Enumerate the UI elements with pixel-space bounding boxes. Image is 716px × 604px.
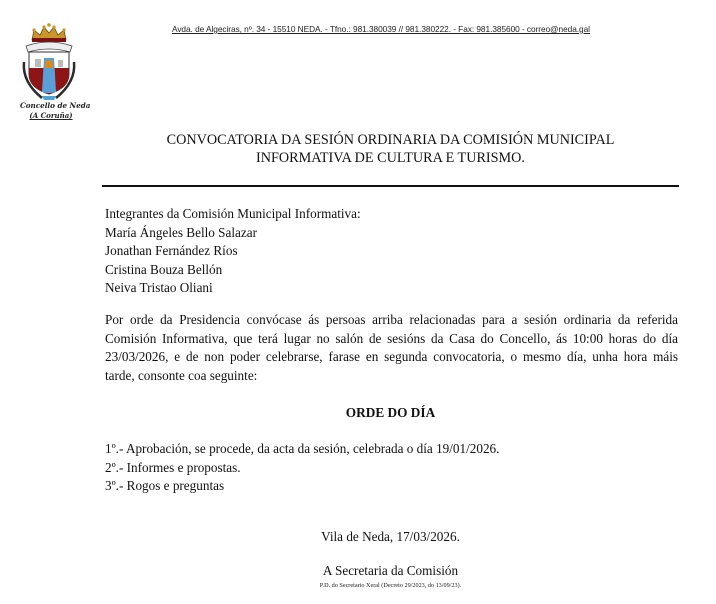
member-name: Jonathan Fernández Ríos: [105, 243, 238, 258]
paragraph-line: 23/03/2026, e de non poder celebrarse, farase en segunda convocatoria, o mesmo día, unha hora máis: [105, 349, 678, 365]
logo-province: (A Coruña): [29, 111, 73, 120]
title-divider: [102, 185, 679, 187]
paragraph-line: Por orde da Presidencia convócase ás persoas arriba relacionadas para a sesión ordinaria da referida: [105, 312, 678, 327]
agenda-list: [105, 440, 499, 496]
member-name: María Ángeles Bello Salazar: [105, 224, 257, 240]
place-date: Vila de Neda, 17/03/2026.: [321, 529, 460, 544]
signer-title: A Secretaria da Comisión: [322, 563, 459, 578]
title-line-1: CONVOCATORIA DA SESIÓN ORDINARIA DA COMISIÓN MUNICIPAL: [166, 132, 615, 148]
members-list: [105, 205, 361, 298]
member-name: Neiva Tristao Oliani: [105, 280, 213, 295]
convocation-paragraph: [105, 311, 678, 385]
logo-name: Concello de Neda: [20, 101, 91, 110]
agenda-item: 2º.- Informes e propostas.: [105, 459, 241, 475]
contact-address: Avda. de Algeciras, nº. 34 - 15510 NEDA. - Tfno.: 981.380039 // 981.380222. - Fax: 981.385600 - correo@neda.gal: [172, 24, 590, 34]
agenda-item: 1º.- Aprobación, se procede, da acta da sesión, celebrada o día 19/01/2026.: [105, 441, 500, 456]
paragraph-line: Comisión Informativa, que terá lugar no salón de sesións da Casa do Concello, ás 10:00 horas do día: [105, 330, 678, 346]
agenda-title: ORDE DO DÍA: [345, 405, 436, 420]
agenda-item: 3º.- Rogos e preguntas: [105, 478, 225, 493]
members-heading: Integrantes da Comisión Municipal Informativa:: [105, 206, 361, 221]
paragraph-line: tarde, consonte coa seguinte:: [105, 367, 258, 383]
document-title: [102, 131, 679, 167]
delegation-note: P.D. do Secretario Xeral (Decreto 29/2023, do 13/09/23).: [319, 582, 462, 589]
title-line-2: INFORMATIVA DE CULTURA E TURISMO.: [256, 150, 525, 166]
member-name: Cristina Bouza Bellón: [105, 261, 223, 277]
